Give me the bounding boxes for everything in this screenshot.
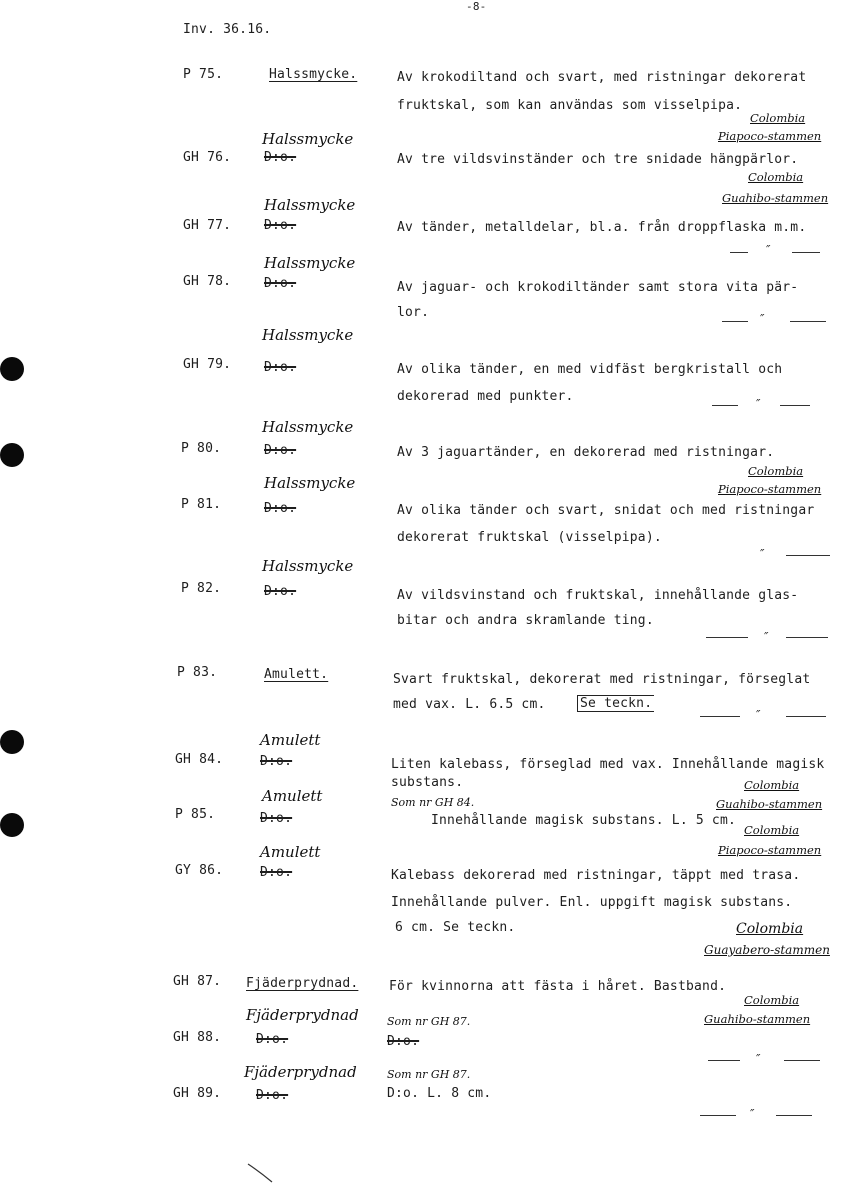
- punch-hole-1: [0, 357, 24, 381]
- entry-id: P 81.: [181, 497, 222, 512]
- tribe-note: Guayabero-stammen: [704, 943, 830, 957]
- handwritten-name: Halssmycke: [264, 474, 356, 492]
- entry-description: D:o.: [387, 1034, 420, 1049]
- ditto-line: [784, 1060, 820, 1061]
- ditto-line: [790, 321, 826, 322]
- punch-hole-4: [0, 813, 24, 837]
- ditto-mark: ″: [756, 397, 761, 411]
- handwritten-name: Amulett: [260, 731, 321, 749]
- region-note: Colombia: [744, 823, 800, 837]
- entry-name: Fjäderprydnad.: [246, 976, 359, 991]
- pen-stroke: [246, 1160, 276, 1186]
- entry-description: Av jaguar- och krokodiltänder samt stora vita pär-: [397, 280, 799, 295]
- tribe-note: Guahibo-stammen: [704, 1012, 811, 1026]
- entry-id: GH 76.: [183, 150, 232, 165]
- entry-id: P 80.: [181, 441, 222, 456]
- tribe-note: Piapoco-stammen: [718, 843, 822, 857]
- entry-description: Innehållande pulver. Enl. uppgift magisk substans.: [391, 895, 793, 910]
- ditto-line: [786, 555, 830, 556]
- entry-id: GH 78.: [183, 274, 232, 289]
- ditto-line: [700, 1115, 736, 1116]
- handwritten-name: Halssmycke: [262, 557, 354, 575]
- entry-name: D:o.: [264, 218, 297, 233]
- ditto-line: [786, 637, 828, 638]
- entry-id: GH 77.: [183, 218, 232, 233]
- ditto-mark: ″: [760, 312, 765, 326]
- entry-id: P 85.: [175, 807, 216, 822]
- handwritten-name: Amulett: [260, 843, 321, 861]
- region-note: Colombia: [744, 778, 800, 792]
- handwritten-name: Halssmycke: [262, 130, 354, 148]
- entry-name: D:o.: [264, 501, 297, 516]
- ditto-line: [706, 637, 748, 638]
- entry-id: GY 86.: [175, 863, 224, 878]
- entry-description: fruktskal, som kan användas som visselpipa.: [397, 98, 743, 113]
- entry-description: Kalebass dekorerad med ristningar, täppt med trasa.: [391, 868, 801, 883]
- entry-name: Halssmycke.: [269, 67, 358, 82]
- entry-description: Av olika tänder och svart, snidat och med ristningar: [397, 503, 815, 518]
- punch-hole-2: [0, 443, 24, 467]
- entry-name: D:o.: [264, 584, 297, 599]
- entry-name: D:o.: [260, 811, 293, 826]
- handwritten-name: Halssmycke: [262, 326, 354, 344]
- region-note: Colombia: [744, 993, 800, 1007]
- ditto-line: [708, 1060, 740, 1061]
- entry-description: med vax. L. 6.5 cm.: [393, 697, 546, 712]
- entry-description: Av vildsvinstand och fruktskal, innehållande glas-: [397, 588, 799, 603]
- entry-id: GH 89.: [173, 1086, 222, 1101]
- handwritten-name: Halssmycke: [264, 254, 356, 272]
- entry-description: Av 3 jaguartänder, en dekorerad med ristningar.: [397, 445, 775, 460]
- entry-description: dekorerat fruktskal (visselpipa).: [397, 530, 662, 545]
- entry-description: Av olika tänder, en med vidfäst bergkristall och: [397, 362, 783, 377]
- region-note: Colombia: [748, 464, 804, 478]
- entry-description: lor.: [397, 305, 430, 320]
- entry-description: bitar och andra skramlande ting.: [397, 613, 654, 628]
- entry-id: GH 88.: [173, 1030, 222, 1045]
- tribe-note: Guahibo-stammen: [722, 191, 829, 205]
- ditto-mark: ″: [764, 630, 769, 644]
- entry-description: Svart fruktskal, dekorerat med ristningar, förseglat: [393, 672, 811, 687]
- region-note: Colombia: [748, 170, 804, 184]
- ditto-line: [776, 1115, 812, 1116]
- entry-description: För kvinnorna att fästa i håret. Bastband.: [389, 979, 727, 994]
- entry-description: 6 cm. Se teckn.: [395, 920, 516, 935]
- ditto-line: [730, 252, 748, 253]
- ditto-line: [792, 252, 820, 253]
- ditto-mark: ″: [760, 547, 765, 561]
- entry-description: substans.: [391, 775, 464, 790]
- ditto-line: [712, 405, 738, 406]
- entry-description: Av tänder, metalldelar, bl.a. från droppflaska m.m.: [397, 220, 807, 235]
- entry-description: Innehållande magisk substans. L. 5 cm.: [431, 813, 737, 828]
- tribe-note: Guahibo-stammen: [716, 797, 823, 811]
- ditto-mark: ″: [756, 708, 761, 722]
- tribe-note: Piapoco-stammen: [718, 482, 822, 496]
- entry-name: D:o.: [264, 276, 297, 291]
- entry-name: D:o.: [264, 360, 297, 375]
- handwritten-description: Som nr GH 84.: [391, 796, 475, 809]
- ditto-mark: ″: [750, 1107, 755, 1121]
- entry-name: D:o.: [256, 1088, 289, 1103]
- tribe-note: Piapoco-stammen: [718, 129, 822, 143]
- entry-name: D:o.: [264, 150, 297, 165]
- entry-description: D:o. L. 8 cm.: [387, 1086, 492, 1101]
- handwritten-description: Som nr GH 87.: [387, 1068, 471, 1081]
- handwritten-name: Halssmycke: [262, 418, 354, 436]
- region-note: Colombia: [736, 921, 804, 937]
- entry-id: GH 87.: [173, 974, 222, 989]
- ditto-line: [700, 716, 740, 717]
- entry-name: D:o.: [264, 443, 297, 458]
- ditto-mark: ″: [756, 1052, 761, 1066]
- drawing-reference: Se teckn.: [577, 695, 654, 712]
- handwritten-name: Halssmycke: [264, 196, 356, 214]
- punch-hole-3: [0, 730, 24, 754]
- handwritten-name: Fjäderprydnad: [244, 1063, 357, 1081]
- entry-id: P 75.: [183, 67, 224, 82]
- entry-description: dekorerad med punkter.: [397, 389, 574, 404]
- region-note: Colombia: [750, 111, 806, 125]
- page-number: -8-: [466, 0, 487, 13]
- entry-id: GH 84.: [175, 752, 224, 767]
- ditto-line: [780, 405, 810, 406]
- entry-description: Liten kalebass, förseglad med vax. Innehållande magisk: [391, 757, 825, 772]
- inventory-number: Inv. 36.16.: [183, 22, 272, 37]
- handwritten-name: Fjäderprydnad: [246, 1006, 359, 1024]
- ditto-mark: ″: [766, 243, 771, 257]
- entry-name: Amulett.: [264, 667, 329, 682]
- entry-description: Av tre vildsvinständer och tre snidade hängpärlor.: [397, 152, 799, 167]
- entry-name: D:o.: [260, 754, 293, 769]
- entry-name: D:o.: [260, 865, 293, 880]
- entry-name: D:o.: [256, 1032, 289, 1047]
- entry-id: P 83.: [177, 665, 218, 680]
- handwritten-name: Amulett: [262, 787, 323, 805]
- handwritten-description: Som nr GH 87.: [387, 1015, 471, 1028]
- entry-id: P 82.: [181, 581, 222, 596]
- entry-id: GH 79.: [183, 357, 232, 372]
- entry-description: Av krokodiltand och svart, med ristningar dekorerat: [397, 70, 807, 85]
- ditto-line: [786, 716, 826, 717]
- ditto-line: [722, 321, 748, 322]
